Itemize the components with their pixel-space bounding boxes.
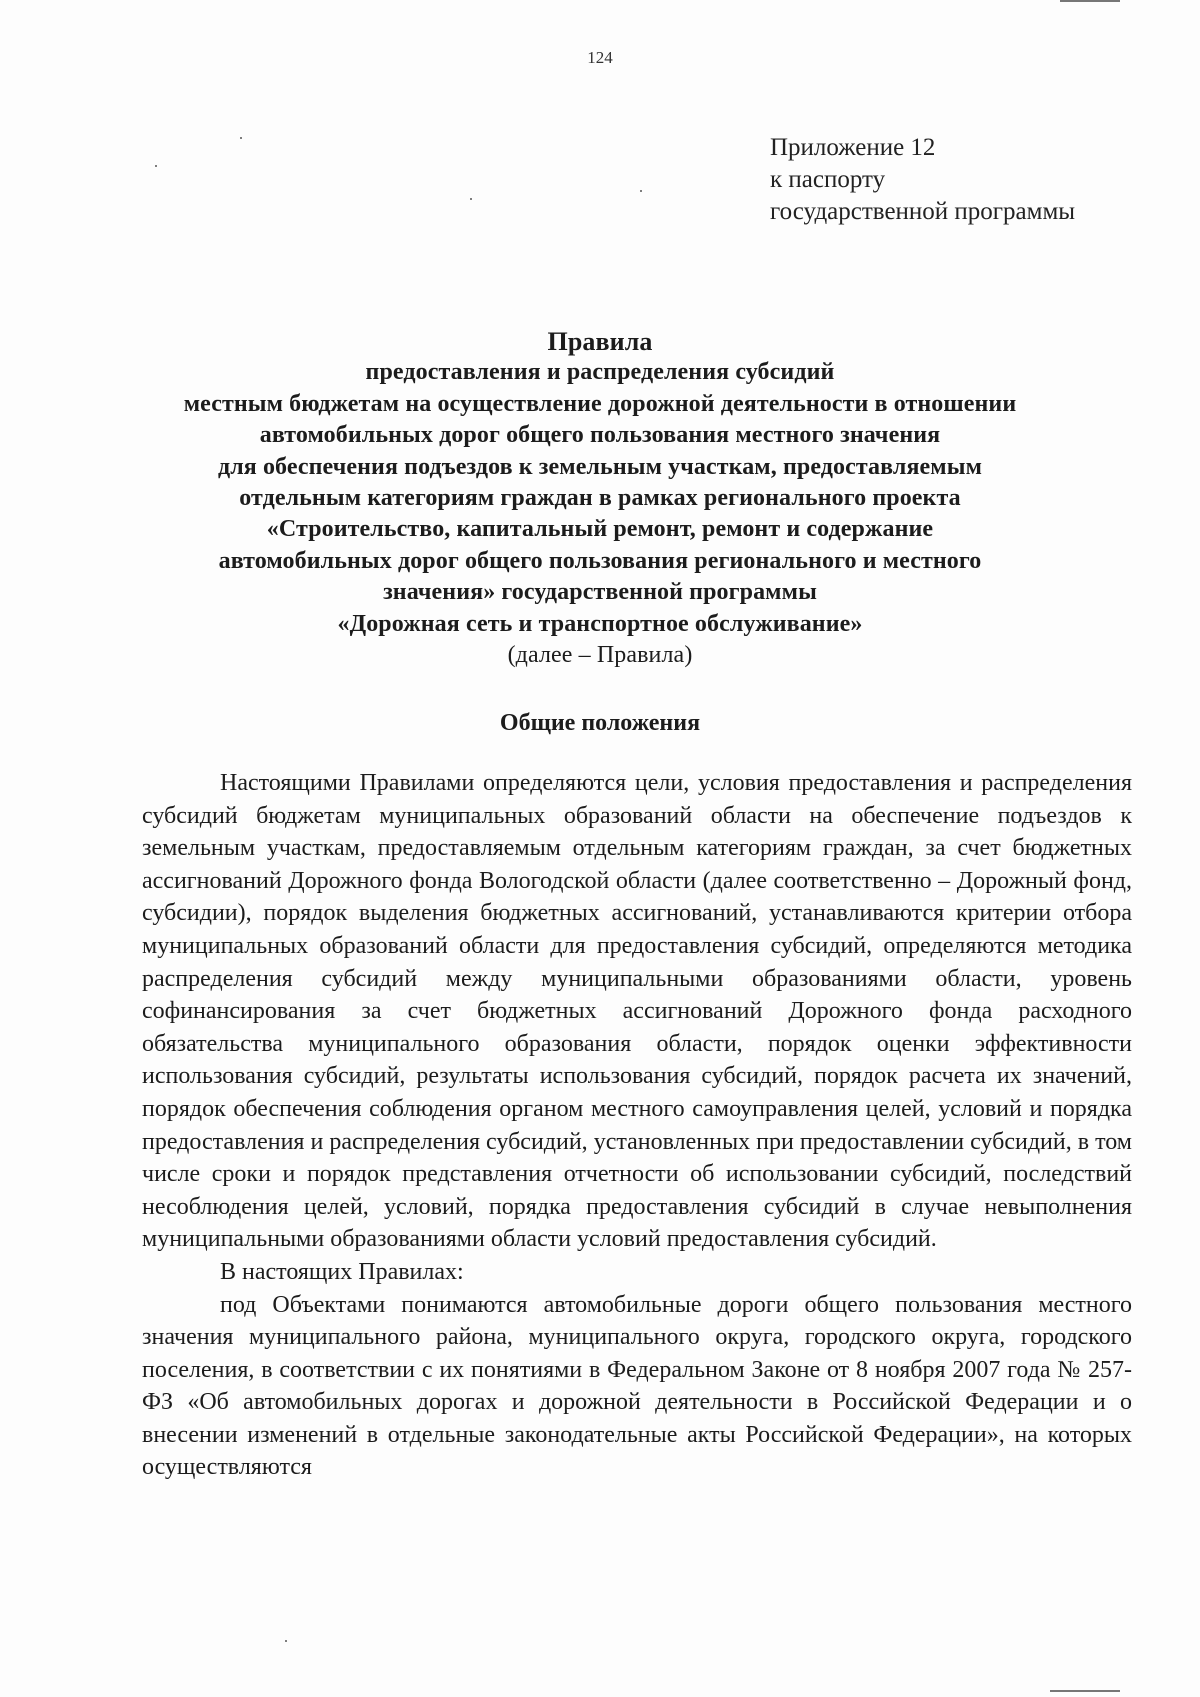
scan-speck	[240, 137, 242, 139]
paragraph: В настоящих Правилах:	[220, 1258, 464, 1285]
scan-edge-mark	[1060, 0, 1120, 2]
section-heading: Общие положения	[499, 710, 701, 736]
title-line: автомобильных дорог общего пользования местного значения	[259, 422, 941, 449]
scan-speck	[640, 190, 642, 192]
appendix-line: к паспорту	[770, 166, 886, 193]
appendix-line: Приложение 12	[770, 134, 936, 161]
scan-edge-mark	[1050, 1690, 1120, 1692]
title-main: Правила	[547, 327, 653, 356]
title-line: местным бюджетам на осуществление дорожной деятельности в отношении	[183, 390, 1017, 417]
title-line: автомобильных дорог общего пользования регионального и местного	[218, 547, 982, 574]
title-note: (далее – Правила)	[507, 642, 693, 669]
document-title	[100, 326, 1100, 671]
title-line: «Дорожная сеть и транспортное обслуживание»	[337, 610, 863, 637]
title-line: «Строительство, капитальный ремонт, ремонт и содержание	[266, 516, 934, 543]
paragraph: Настоящими Правилами определяются цели, условия предоставления и распределения субсидий бюджетам муниципальных образований области на обеспечение подъездов к земельным участкам, предоставляемым отдельным категориям граждан, за счет бюджетных ассигнований Дорожного фонда Вологодской области (далее соответственно – Дорожный фонд, субсидии), порядок выделения бюджетных ассигнований, устанавливаются критерии отбора муниципальных образований области для предоставления субсидий, определяются методика распределения субсидий между муниципальными образованиями области, уровень софинансирования за счет бюджетных ассигнований Дорожного фонда расходного обязательства муниципального образования области, порядок оценки эффективности использования субсидий, результаты использования субсидий, порядок расчета их значений, порядок обеспечения соблюдения органом местного самоуправления целей, условий и порядка предоставления и распределения субсидий, установленных при предоставлении субсидий, в том числе сроки и порядок представления отчетности об использовании субсидий, последствий несоблюдения целей, условий, порядка предоставления субсидий в случае невыполнения муниципальными образованиями области условий предоставления субсидий.	[142, 770, 1132, 1253]
paragraph: под Объектами понимаются автомобильные дороги общего пользования местного значения муниципального района, муниципального округа, городского округа, городского поселения, в соответствии с их понятиями в Федеральном Законе от 8 ноября 2007 года № 257-ФЗ «Об автомобильных дорогах и дорожной деятельности в Российской Федерации и о внесении изменений в отдельные законодательные акты Российской Федерации», на которых осуществляются	[142, 1291, 1132, 1481]
appendix-line: государственной программы	[770, 198, 1076, 225]
page-number: 124	[587, 48, 613, 67]
title-line: для обеспечения подъездов к земельным участкам, предоставляемым	[217, 453, 983, 480]
title-line: предоставления и распределения субсидий	[365, 359, 835, 386]
appendix-note	[770, 132, 1075, 228]
scan-speck	[470, 198, 472, 200]
body-text	[142, 767, 1132, 1484]
title-line: значения» государственной программы	[383, 579, 817, 606]
scan-speck	[285, 1640, 287, 1642]
title-line: отдельным категориям граждан в рамках регионального проекта	[239, 485, 961, 512]
scan-speck	[155, 165, 157, 167]
